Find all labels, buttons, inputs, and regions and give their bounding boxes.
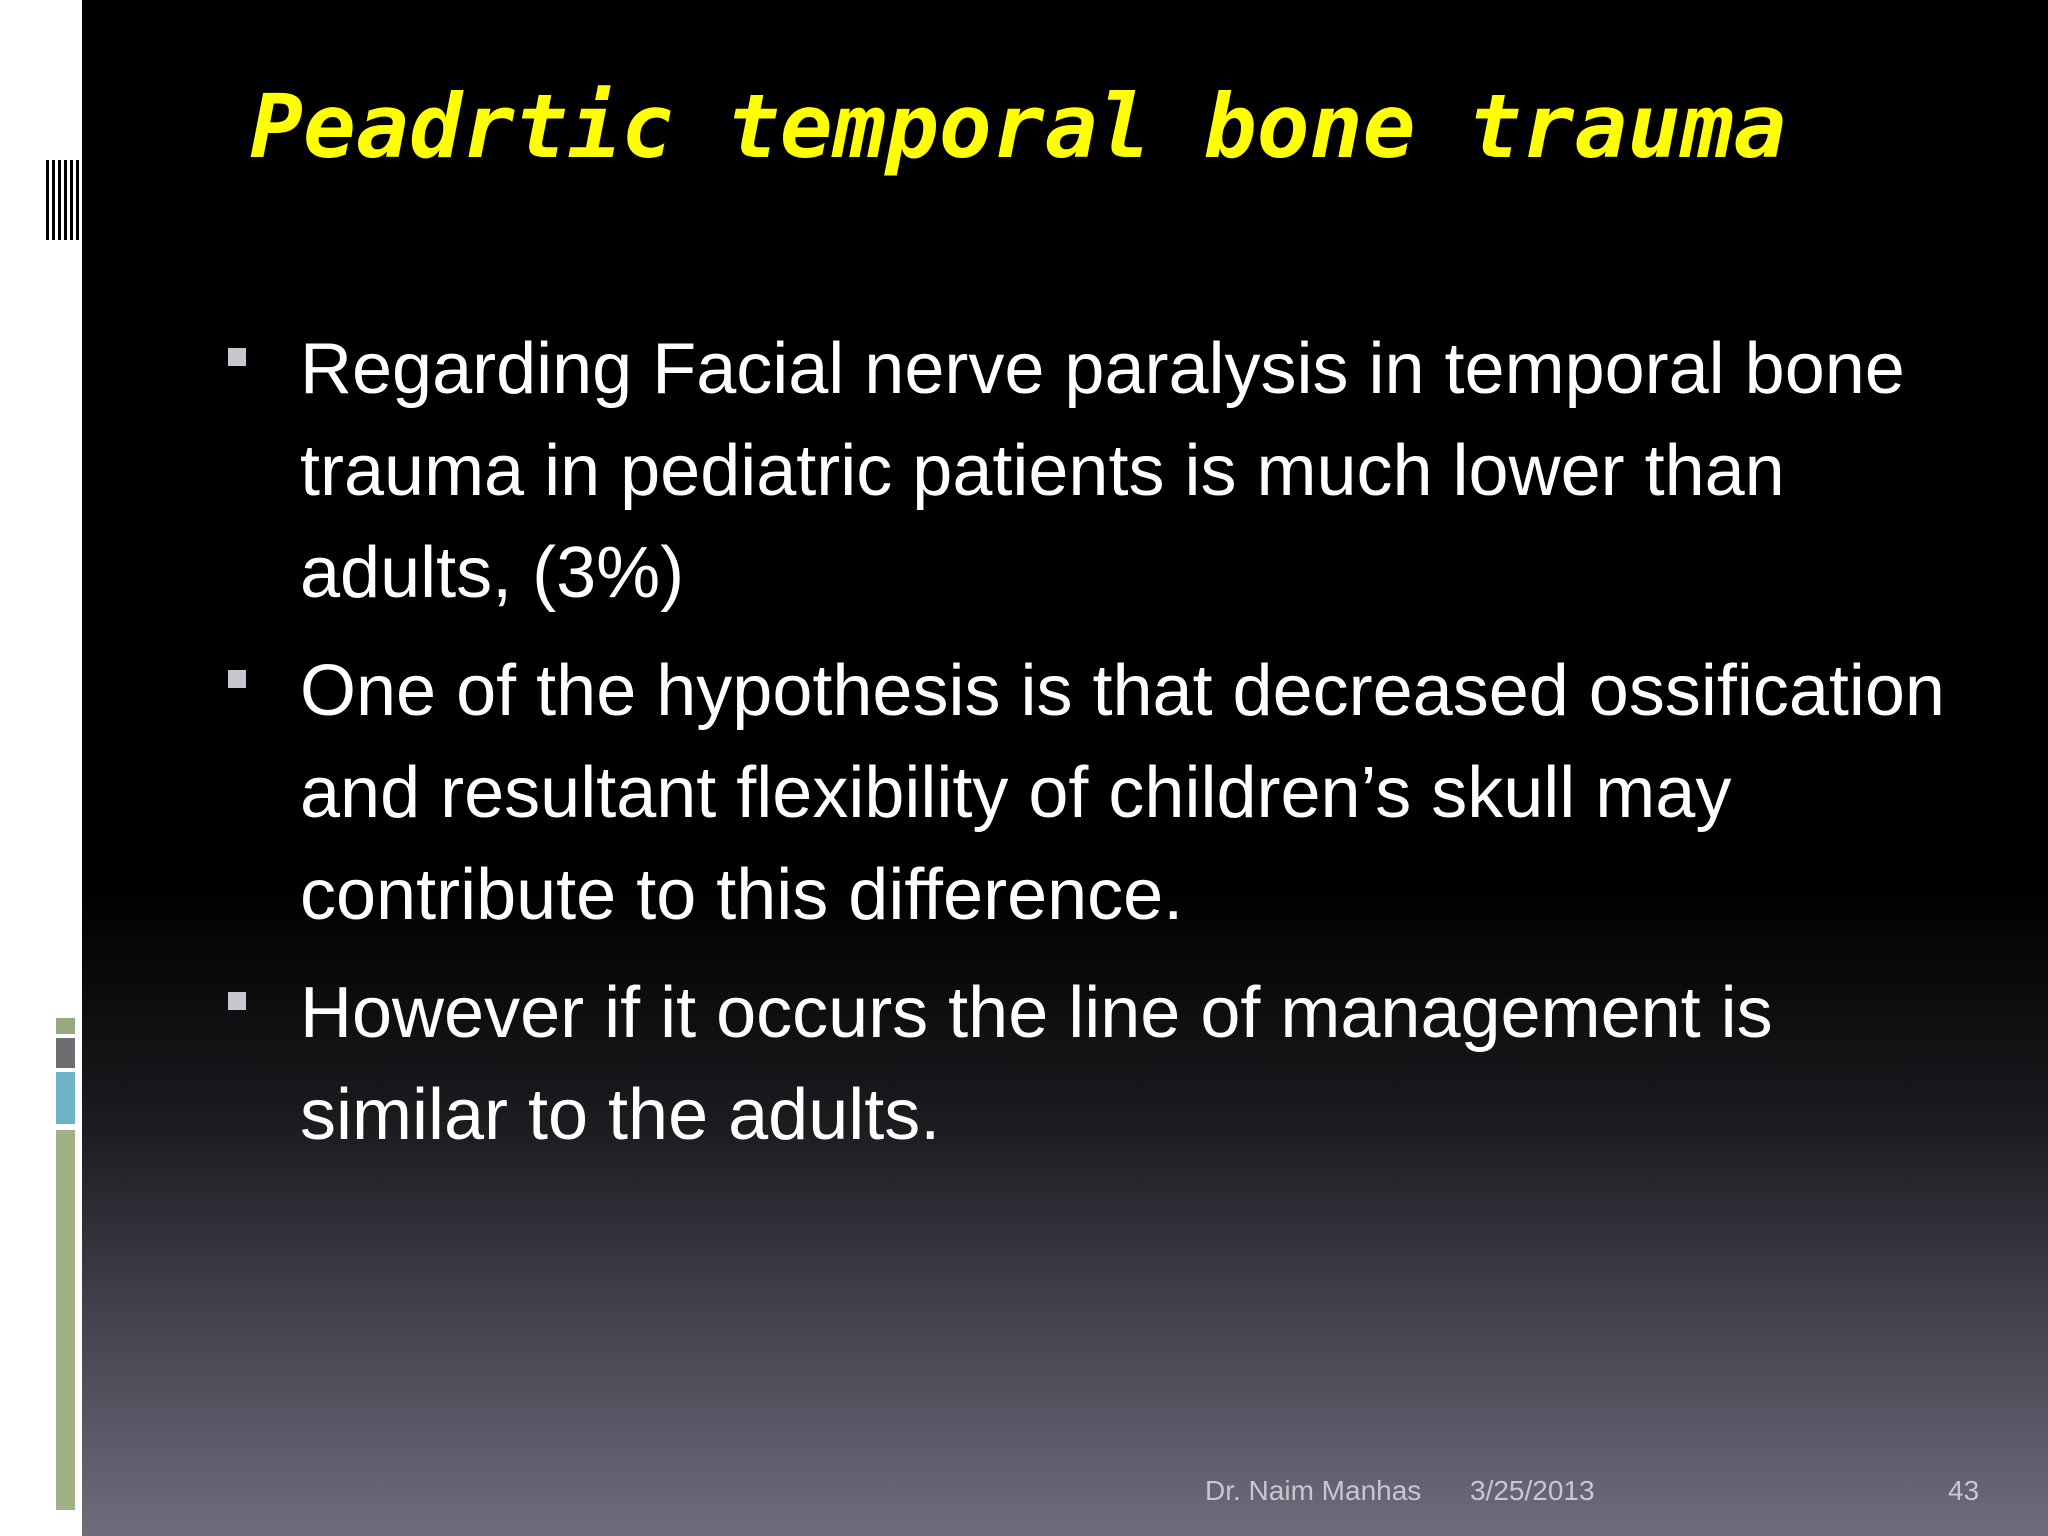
decorative-color-bars (56, 1018, 75, 1510)
bullet-list (226, 318, 1946, 1182)
list-item (226, 962, 1946, 1166)
list-item (226, 318, 1946, 624)
decorative-stripes-top (46, 160, 82, 240)
square-bullet-icon (228, 670, 246, 688)
bullet-text: However if it occurs the line of management is similar to the adults. (300, 973, 1773, 1155)
decorative-bar (56, 1130, 75, 1510)
footer-author: Dr. Naim Manhas (1205, 1475, 1422, 1506)
slide-number: 43 (1948, 1475, 1980, 1506)
square-bullet-icon (228, 348, 246, 366)
bullet-text: One of the hypothesis is that decreased ossification and resultant flexibility of children’s skull may contribute to this difference. (300, 651, 1945, 935)
square-bullet-icon (228, 992, 246, 1010)
slide-title: Peadrtic temporal bone trauma (250, 75, 1787, 178)
decorative-bar (56, 1018, 75, 1034)
decorative-bar (56, 1072, 75, 1124)
footer-date: 3/25/2013 (1470, 1475, 1595, 1506)
list-item (226, 640, 1946, 946)
decorative-bar (56, 1038, 75, 1068)
bullet-text: Regarding Facial nerve paralysis in temporal bone trauma in pediatric patients is much lower than adults, (3%) (300, 329, 1905, 613)
